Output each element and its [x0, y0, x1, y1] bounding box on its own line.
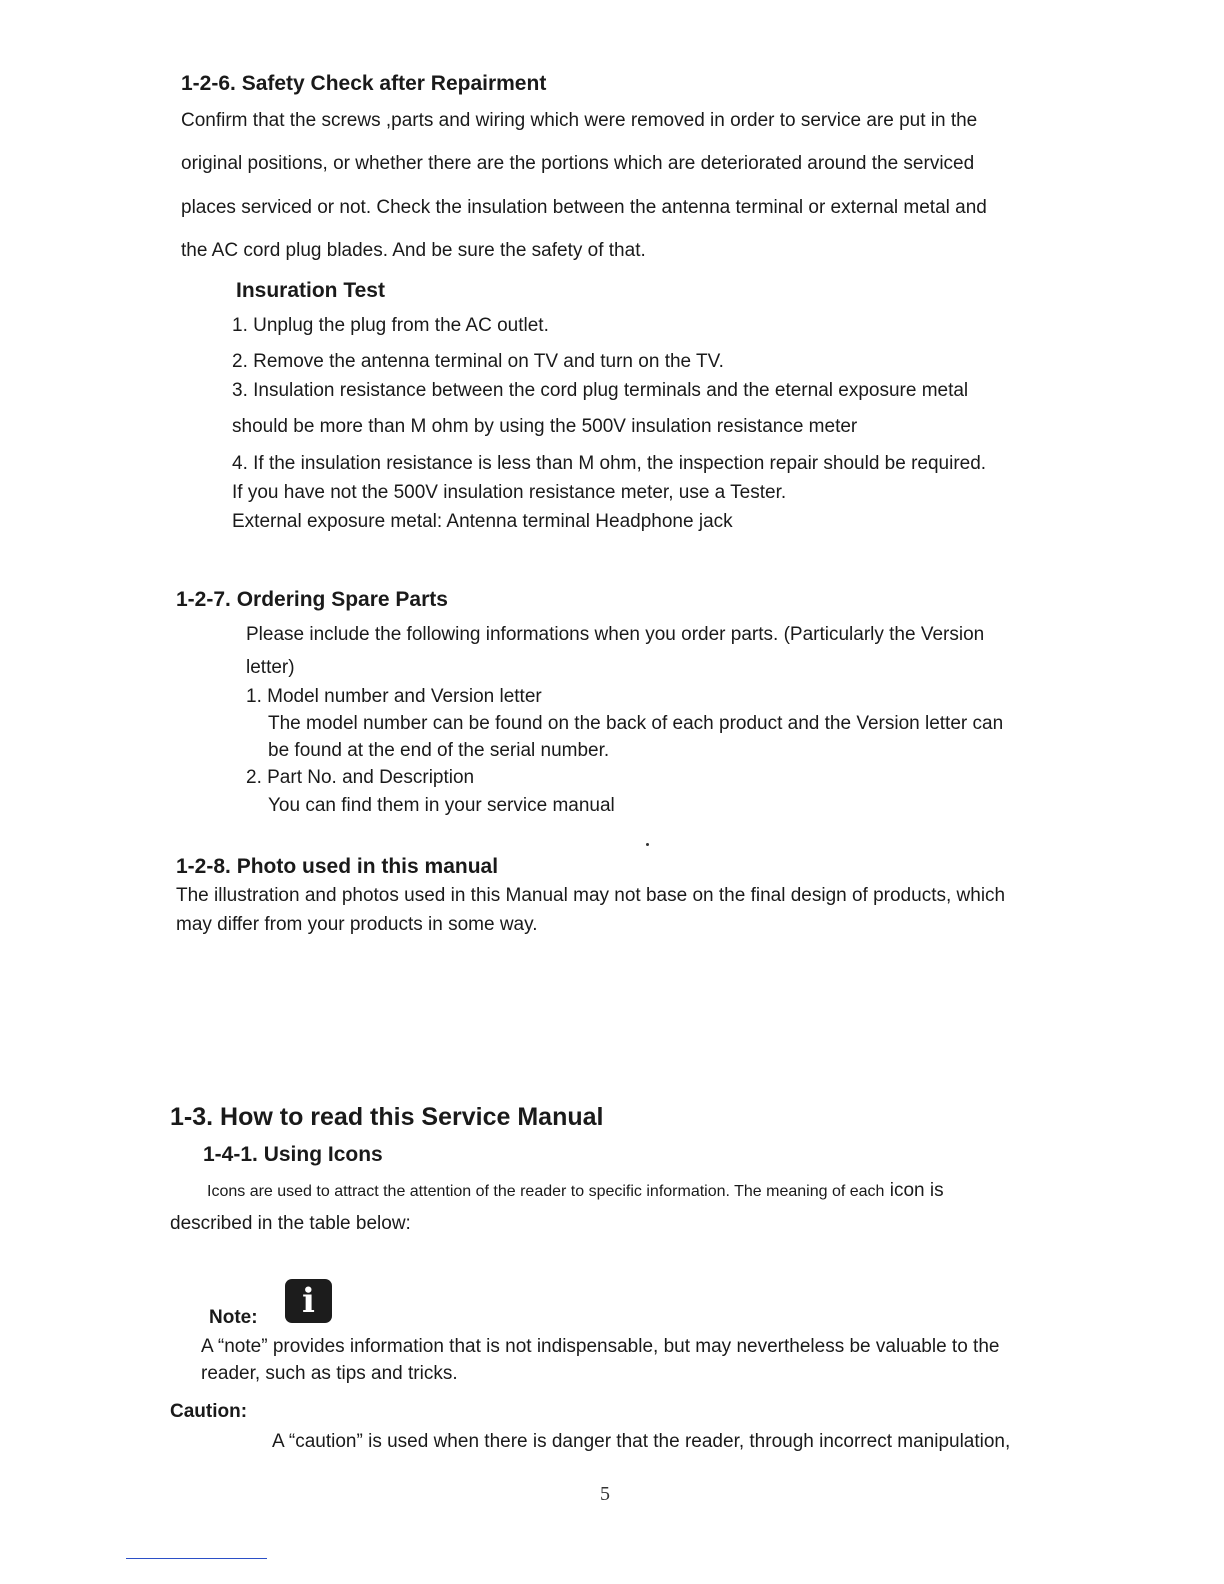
insulation-step: External exposure metal: Antenna terminal Headphone jack	[232, 511, 733, 532]
insulation-step: 1. Unplug the plug from the AC outlet.	[232, 315, 549, 336]
section-126-line: Confirm that the screws ,parts and wiring which were removed in order to service are put in the	[181, 110, 978, 131]
insulation-step: 3. Insulation resistance between the cord plug terminals and the eternal exposure metal	[232, 380, 969, 401]
section-127-line: You can find them in your service manual	[268, 795, 615, 816]
using-icons-heading: 1-4-1. Using Icons	[203, 1143, 383, 1166]
section-127-heading: 1-2-7. Ordering Spare Parts	[176, 588, 448, 611]
caution-line: A “caution” is used when there is danger that the reader, through incorrect manipulation,	[272, 1431, 1011, 1452]
section-126-line: places serviced or not. Check the insulation between the antenna terminal or external metal and	[181, 197, 987, 218]
section-13-heading: 1-3. How to read this Service Manual	[170, 1103, 604, 1131]
footnote-rule	[126, 1558, 267, 1559]
page-number: 5	[600, 1483, 610, 1505]
info-icon	[285, 1279, 332, 1323]
section-128-line: The illustration and photos used in this Manual may not base on the final design of products, which	[176, 885, 1006, 906]
section-126-heading: 1-2-6. Safety Check after Repairment	[181, 72, 547, 95]
section-128-heading: 1-2-8. Photo used in this manual	[176, 855, 499, 878]
section-127-line: 1. Model number and Version letter	[246, 686, 542, 707]
using-icons-intro-line2: described in the table below:	[170, 1213, 411, 1234]
info-icon-glyph: i	[302, 1281, 315, 1321]
insulation-step: 2. Remove the antenna terminal on TV and turn on the TV.	[232, 351, 724, 372]
section-127-line: 2. Part No. and Description	[246, 767, 475, 788]
intro-tail-text: icon is	[884, 1180, 944, 1201]
section-128-line: may differ from your products in some way.	[176, 914, 538, 935]
section-127-line: be found at the end of the serial number.	[268, 740, 610, 761]
using-icons-intro	[207, 1180, 944, 1202]
note-line: A “note” provides information that is not indispensable, but may nevertheless be valuable to the	[201, 1336, 1000, 1357]
insulation-step: If you have not the 500V insulation resistance meter, use a Tester.	[232, 482, 787, 503]
intro-small-text: Icons are used to attract the attention of the reader to specific information. The meaning of each	[207, 1183, 885, 1200]
note-label: Note:	[209, 1307, 258, 1328]
section-127-line: The model number can be found on the back of each product and the Version letter can	[268, 713, 1004, 734]
section-126-line: original positions, or whether there are the portions which are deteriorated around the serviced	[181, 153, 975, 174]
insulation-test-heading: Insuration Test	[236, 279, 385, 302]
section-127-line: letter)	[246, 657, 295, 678]
caution-label: Caution:	[170, 1401, 248, 1422]
note-line: reader, such as tips and tricks.	[201, 1363, 458, 1384]
insulation-step: 4. If the insulation resistance is less than M ohm, the inspection repair should be required.	[232, 453, 987, 474]
insulation-step: should be more than M ohm by using the 500V insulation resistance meter	[232, 416, 858, 437]
section-127-line: Please include the following informations when you order parts. (Particularly the Version	[246, 624, 985, 645]
stray-dot	[646, 843, 649, 846]
section-126-line: the AC cord plug blades. And be sure the safety of that.	[181, 240, 646, 261]
